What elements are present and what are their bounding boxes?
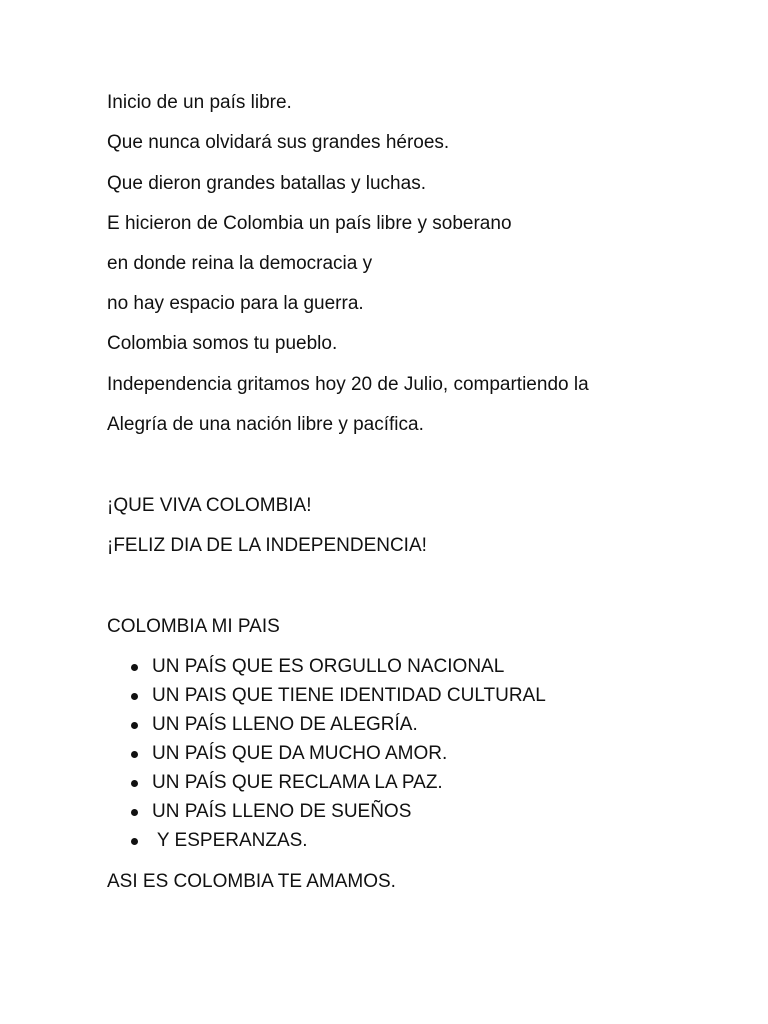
bullet-icon	[131, 809, 138, 816]
list-item-text: UN PAÍS QUE ES ORGULLO NACIONAL	[152, 656, 505, 677]
bullet-list	[107, 655, 546, 858]
list-item	[107, 771, 546, 800]
bullet-icon	[131, 751, 138, 758]
poem-line-6: no hay espacio para la guerra.	[107, 293, 364, 314]
closing-line: ASI ES COLOMBIA TE AMAMOS.	[107, 871, 396, 892]
bullet-icon	[131, 838, 138, 845]
exclamation-viva: ¡QUE VIVA COLOMBIA!	[107, 495, 312, 516]
poem-line-7: Colombia somos tu pueblo.	[107, 333, 338, 354]
bullet-icon	[131, 722, 138, 729]
list-item-text: UN PAÍS LLENO DE SUEÑOS	[152, 801, 412, 822]
poem-line-3: Que dieron grandes batallas y luchas.	[107, 173, 426, 194]
poem-line-4: E hicieron de Colombia un país libre y soberano	[107, 213, 512, 234]
poem-line-1: Inicio de un país libre.	[107, 92, 292, 113]
bullet-icon	[131, 693, 138, 700]
poem-line-8: Independencia gritamos hoy 20 de Julio, compartiendo la	[107, 374, 589, 395]
bullet-icon	[131, 664, 138, 671]
poem-line-9: Alegría de una nación libre y pacífica.	[107, 414, 424, 435]
list-item	[107, 713, 546, 742]
list-item	[107, 684, 546, 713]
list-item-text: UN PAÍS QUE RECLAMA LA PAZ.	[152, 772, 443, 793]
poem-line-2: Que nunca olvidará sus grandes héroes.	[107, 132, 450, 153]
list-item-text: Y ESPERANZAS.	[152, 830, 308, 851]
list-item-text: UN PAIS QUE TIENE IDENTIDAD CULTURAL	[152, 685, 546, 706]
list-item-text: UN PAÍS LLENO DE ALEGRÍA.	[152, 714, 418, 735]
list-item	[107, 800, 546, 829]
poem-line-5: en donde reina la democracia y	[107, 253, 373, 274]
list-item	[107, 655, 546, 684]
list-item	[107, 829, 546, 858]
exclamation-independencia: ¡FELIZ DIA DE LA INDEPENDENCIA!	[107, 535, 427, 556]
bullet-icon	[131, 780, 138, 787]
section-heading: COLOMBIA MI PAIS	[107, 616, 280, 637]
list-item	[107, 742, 546, 771]
list-item-text: UN PAÍS QUE DA MUCHO AMOR.	[152, 743, 448, 764]
